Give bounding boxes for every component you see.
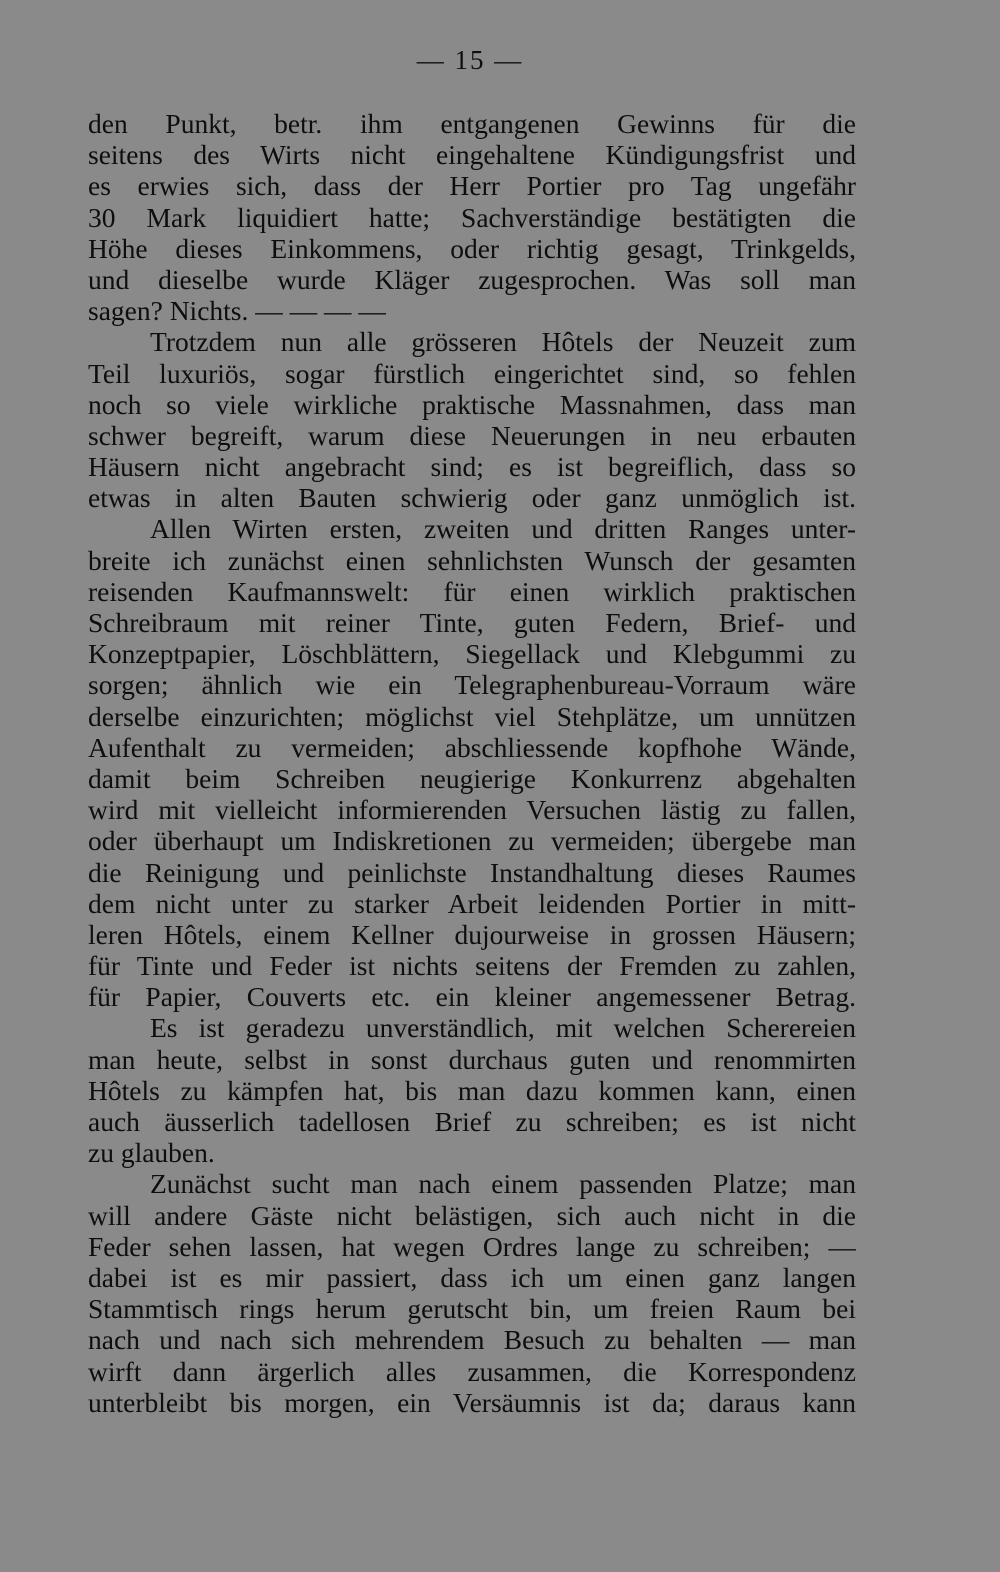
text-line: noch so viele wirkliche praktische Massnahmen, dass man	[88, 388, 856, 420]
text-line: nach und nach sich mehrendem Besuch zu behalten — man	[88, 1324, 856, 1356]
page-number: — 15 —	[416, 45, 524, 75]
text-line: den Punkt, betr. ihm entgangenen Gewinns für die	[88, 108, 856, 139]
text-line: man heute, selbst in sonst durchaus guten und renommirten	[88, 1043, 856, 1075]
text-line: Konzeptpapier, Löschblättern, Siegellack und Klebgummi zu	[88, 638, 856, 670]
text-line: oder überhaupt um Indiskretionen zu vermeiden; übergebe man	[88, 825, 856, 857]
text-line: für Papier, Couverts etc. ein kleiner angemessener Betrag.	[88, 981, 856, 1013]
text-line: zu glauben.	[88, 1137, 215, 1169]
text-line: Hôtels zu kämpfen hat, bis man dazu kommen kann, einen	[88, 1074, 856, 1106]
text-line: Aufenthalt zu vermeiden; abschliessende kopfhohe Wände,	[88, 731, 856, 763]
text-line: auch äusserlich tadellosen Brief zu schreiben; es ist nicht	[88, 1106, 856, 1137]
text-line: schwer begreift, warum diese Neuerungen in neu erbauten	[88, 419, 856, 451]
text-line: sorgen; ähnlich wie ein Telegraphenbureau-Vorraum wäre	[88, 669, 856, 701]
text-line: derselbe einzurichten; möglichst viel Stehplätze, um unnützen	[88, 700, 856, 732]
text-line: breite ich zunächst einen sehnlichsten Wunsch der gesamten	[88, 544, 856, 576]
text-line: sagen? Nichts. — — — —	[88, 295, 386, 327]
text-line: für Tinte und Feder ist nichts seitens der Fremden zu zahlen,	[88, 950, 856, 982]
text-line: 30 Mark liquidiert hatte; Sachverständige bestätigten die	[88, 201, 856, 233]
text-line: Allen Wirten ersten, zweiten und dritten Ranges unter-	[150, 513, 856, 545]
text-line: Schreibraum mit reiner Tinte, guten Federn, Brief- und	[88, 607, 856, 638]
text-line: unterbleibt bis morgen, ein Versäumnis ist da; daraus kann	[88, 1386, 856, 1418]
text-line: Stammtisch rings herum gerutscht bin, um freien Raum bei	[88, 1293, 856, 1325]
text-line: Trotzdem nun alle grösseren Hôtels der Neuzeit zum	[150, 326, 856, 358]
text-line: dem nicht unter zu starker Arbeit leidenden Portier in mitt-	[88, 887, 856, 919]
text-line: die Reinigung und peinlichste Instandhaltung dieses Raumes	[88, 856, 856, 888]
text-line: wirft dann ärgerlich alles zusammen, die Korrespondenz	[88, 1355, 856, 1387]
text-line: Feder sehen lassen, hat wegen Ordres lange zu schreiben; —	[88, 1230, 856, 1262]
text-line: seitens des Wirts nicht eingehaltene Kündigungsfrist und	[88, 139, 856, 171]
page-text	[88, 108, 856, 1418]
text-line: Teil luxuriös, sogar fürstlich eingerichtet sind, so fehlen	[88, 357, 856, 389]
text-line: leren Hôtels, einem Kellner dujourweise in grossen Häusern;	[88, 918, 856, 950]
text-line: reisenden Kaufmannswelt: für einen wirklich praktischen	[88, 575, 856, 607]
text-line: will andere Gäste nicht belästigen, sich auch nicht in die	[88, 1199, 856, 1231]
text-line: Häusern nicht angebracht sind; es ist begreiflich, dass so	[88, 451, 856, 483]
text-line: es erwies sich, dass der Herr Portier pro Tag ungefähr	[88, 170, 856, 202]
text-line: Zunächst sucht man nach einem passenden Platze; man	[150, 1168, 856, 1200]
text-line: wird mit vielleicht informierenden Versuchen lästig zu fallen,	[88, 794, 856, 826]
text-line: dabei ist es mir passiert, dass ich um einen ganz langen	[88, 1261, 856, 1293]
text-line: und dieselbe wurde Kläger zugesprochen. Was soll man	[88, 263, 856, 295]
text-line: etwas in alten Bauten schwierig oder ganz unmöglich ist.	[88, 482, 856, 514]
text-line: Es ist geradezu unverständlich, mit welchen Scherereien	[150, 1012, 856, 1044]
text-line: damit beim Schreiben neugierige Konkurrenz abgehalten	[88, 762, 856, 794]
text-line: Höhe dieses Einkommens, oder richtig gesagt, Trinkgelds,	[88, 232, 856, 264]
